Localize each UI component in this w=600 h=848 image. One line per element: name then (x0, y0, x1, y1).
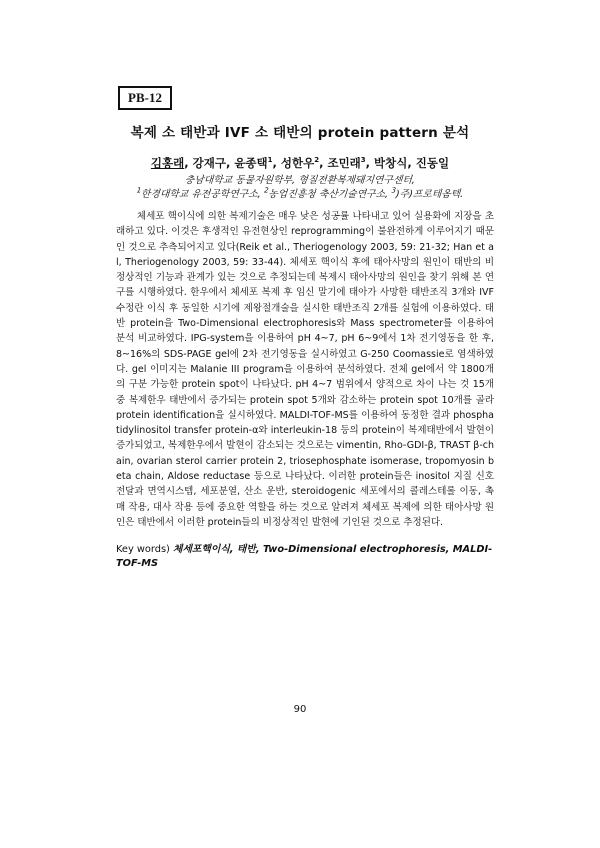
affiliation-text: )주)프로테옴텍. (395, 189, 464, 200)
affiliation-mark: 3 (360, 156, 366, 165)
affiliation-mark: 2 (263, 186, 269, 195)
author: 윤종택 (234, 156, 268, 170)
author: 조민래 (327, 156, 361, 170)
affiliation-text: 한경대학교 유전공학연구소, (140, 189, 265, 200)
keywords-items: 체세포핵이식, 태반, Two-Dimensional electrophoresis, MALDI-TOF-MS (116, 544, 493, 569)
poster-code-box (118, 86, 172, 110)
abstract-body: 체세포 핵이식에 의한 복제기술은 매우 낮은 성공률 나타내고 있어 실용화에 지장을 초래하고 있다. 이것은 후생적인 유전현상인 reprogramming이 불완전하게 이루어지기 때문인 것으로 추측되어지고 있다(Reik et al., Theriogenology 2003, 59: 21-32; Han et al, Theriogenology 2003, 59: 33-44). 체세포 핵이식 후에 태아사망의 원인이 태반의 비정상적인 기능과 관계가 있는 것으로 추정되는데 복제시 태아사망의 원인을 찾기 위해 본 연구를 시행하였다. 한우에서 체세포 복제 후 임신 말기에 태아가 사망한 태반조직 3개와 IVF 수정란 이식 후 동일한 시기에 제왕절개술을 실시한 태반조직 2개를 실험에 이용하였다. 태반 protein을 Two-Dimensional electrophoresis와 Mass spectrometer를 이용하여 분석 비교하였다. IPG-system을 이용하여 pH 4~7, pH 6~9에서 1차 전기영동을 한 후, 8~16%의 SDS-PAGE gel에 2차 전기영동을 실시하였고 G-250 Coomassie로 염색하였다. gel 이미지는 Malanie III program을 이용하여 분석하였다. 전체 gel에서 약 1800개의 구분 가능한 protein spot이 나타났다. pH 4~7 범위에서 양적으로 차이 나는 것 15개 중 복제한우 태반에서 증가되는 protein spot 5개와 감소하는 protein spot 10개를 골라 protein identification을 실시하였다. MALDI-TOF-MS를 이용하여 동정한 결과 phosphatidylinositol transfer protein-α와 interleukin-18 등의 protein이 복제태반에서 발현이 증가되었고, 복제한우에서 발현이 감소되는 것으로는 vimentin, Rho-GDI-β, TRAST β-chain, ovarian sterol carrier protein 2, triosephosphate isomerase, tropomyosin beta chain, Aldose reductase 등으로 나타났다. 이러한 protein들은 inositol 지질 신호전달과 면역시스템, 세포분열, 산소 운반, steroidogenic 세포에서의 콜레스테롤 이동, 촉매 작용, 대사 작용 등에 중요한 역할을 하는 것으로 알려져 체세포 복제에 의한 태아사망 원인은 태반에서 이러한 protein들의 비정상적인 발현에 기인된 것으로 추정된다. (116, 211, 494, 528)
author-list (0, 155, 600, 171)
author-separator: , (272, 156, 281, 170)
author-separator: , (184, 156, 193, 170)
affiliation-mark: 2 (314, 156, 320, 165)
author: 박창식 (374, 156, 408, 170)
poster-code: PB-12 (128, 90, 162, 105)
author: 성한우 (280, 156, 315, 170)
author-separator: , (319, 156, 328, 170)
affiliation-mark: 3 (391, 186, 397, 195)
page-number: 90 (293, 704, 307, 715)
author-separator: , (225, 156, 235, 170)
affiliation-mark: 1 (136, 186, 142, 195)
paper-title: 복제 소 태반과 IVF 소 태반의 protein pattern 분석 (130, 125, 470, 141)
keywords (116, 543, 496, 571)
author-separator: , (407, 156, 416, 170)
keywords-label: Key words) (116, 544, 173, 555)
affiliation-mark: 1 (267, 156, 273, 165)
affiliation-line-1: 충남대학교 동물자원학부, 형질전환복제돼지연구센터, (184, 175, 416, 186)
affiliation-line-2 (0, 186, 600, 200)
author: 강재구 (192, 156, 226, 170)
affiliation-text: 농업진흥청 축산기술연구소, (267, 189, 392, 200)
author: 진동일 (415, 156, 450, 170)
first-author: 김홍래 (150, 156, 185, 170)
author-separator: , (365, 156, 375, 170)
